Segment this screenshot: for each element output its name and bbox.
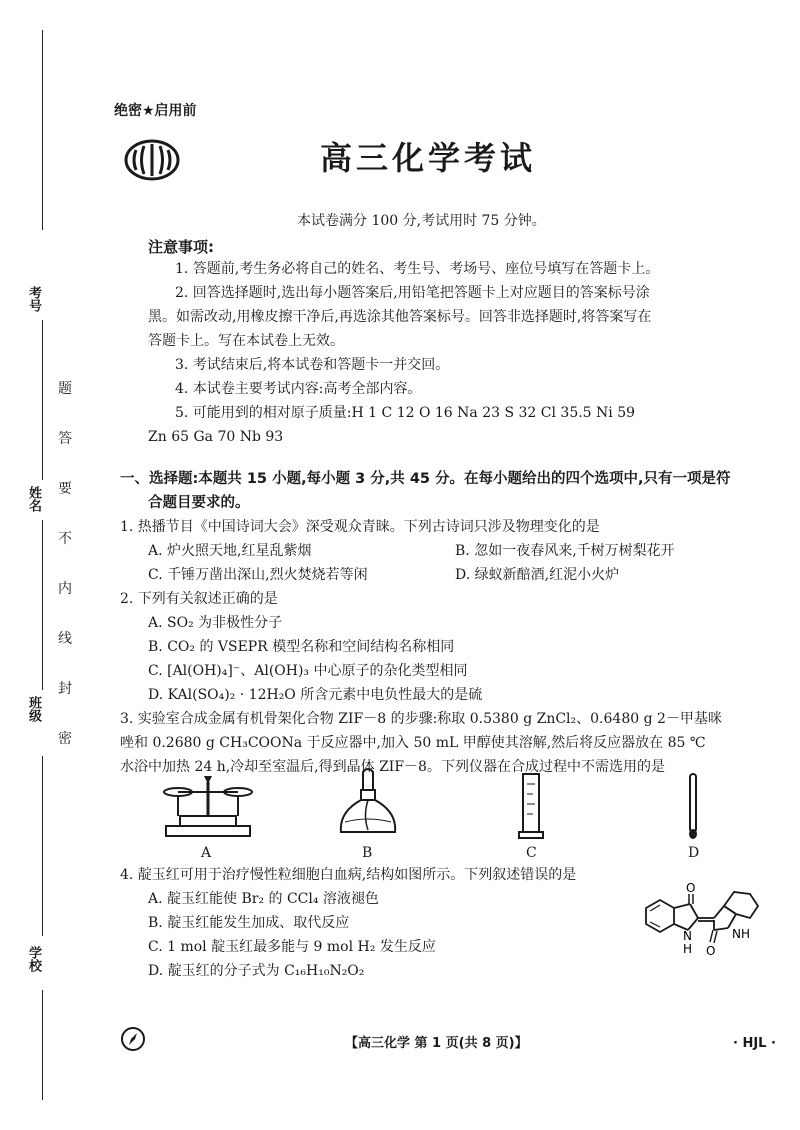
sidebar-fill-line-class[interactable] xyxy=(42,756,43,936)
exam-subtitle: 本试卷满分 100 分,考试用时 75 分钟。 xyxy=(297,213,546,229)
question-4-option-a[interactable]: A. 靛玉红能使 Br₂ 的 CCl₄ 溶液褪色 xyxy=(148,891,379,907)
thermometer-icon xyxy=(686,772,700,840)
seal-char: 答 xyxy=(58,431,72,447)
notice-line: 2. 回答选择题时,选出每小题答案后,用铅笔把答题卡上对应题目的答案标号涂 xyxy=(175,285,650,301)
seal-char: 内 xyxy=(58,581,72,597)
question-1-stem: 1. 热播节目《中国诗词大会》深受观众青睐。下列古诗词只涉及物理变化的是 xyxy=(120,519,600,535)
sidebar-field-name: 姓名 xyxy=(26,486,41,512)
notice-line: 3. 考试结束后,将本试卷和答题卡一并交回。 xyxy=(175,357,450,373)
atom-label: O xyxy=(706,944,716,958)
instrument-label-d: D xyxy=(688,845,700,861)
section-heading: 一、选择题:本题共 15 小题,每小题 3 分,共 45 分。在每小题给出的四个选项中,只有一项是符 xyxy=(120,471,731,487)
seal-char: 不 xyxy=(58,531,72,547)
alcohol-lamp-icon xyxy=(333,766,403,842)
sidebar-fill-line-name[interactable] xyxy=(42,520,43,690)
question-1-option-c[interactable]: C. 千锤万凿出深山,烈火焚烧若等闲 xyxy=(148,567,368,583)
question-3-line: 唑和 0.2680 g CH₃COONa 于反应器中,加入 50 mL 甲醇使其溶解,然后将反应器放在 85 ℃ xyxy=(120,735,706,751)
indirubin-structure-diagram xyxy=(638,882,773,962)
question-2-stem: 2. 下列有关叙述正确的是 xyxy=(120,591,278,607)
secret-mark: 绝密★启用前 xyxy=(114,103,197,119)
instrument-label-c: C xyxy=(526,845,537,861)
question-2-option-b[interactable]: B. CO₂ 的 VSEPR 模型名称和空间结构名称相同 xyxy=(148,639,455,655)
atom-label: N xyxy=(683,929,692,943)
corner-code: · HJL · xyxy=(733,1036,776,1051)
sidebar-field-school: 学校 xyxy=(26,946,41,972)
instrument-label-b: B xyxy=(362,845,373,861)
notice-line: 答题卡上。写在本试卷上无效。 xyxy=(148,333,344,349)
question-4-option-c[interactable]: C. 1 mol 靛玉红最多能与 9 mol H₂ 发生反应 xyxy=(148,939,436,955)
notice-heading: 注意事项: xyxy=(148,238,214,256)
section-heading-cont: 合题目要求的。 xyxy=(148,495,250,511)
seal-char: 密 xyxy=(58,731,72,747)
question-3-line: 3. 实验室合成金属有机骨架化合物 ZIF－8 的步骤:称取 0.5380 g ZnCl₂、0.6480 g 2－甲基咪 xyxy=(120,711,722,727)
question-4-option-b[interactable]: B. 靛玉红能发生加成、取代反应 xyxy=(148,915,350,931)
question-3-line: 水浴中加热 24 h,冷却至室温后,得到晶体 ZIF－8。下列仪器在合成过程中不需选用的是 xyxy=(120,759,665,775)
notice-line: 4. 本试卷主要考试内容:高考全部内容。 xyxy=(175,381,422,397)
sidebar-field-class: 班级 xyxy=(26,696,41,722)
page-footer: 【高三化学 第 1 页(共 8 页)】 xyxy=(345,1036,528,1051)
question-2-option-c[interactable]: C. [Al(OH)₄]⁻、Al(OH)₃ 中心原子的杂化类型相同 xyxy=(148,663,468,679)
seal-char: 要 xyxy=(58,481,72,497)
question-4-option-d[interactable]: D. 靛玉红的分子式为 C₁₆H₁₀N₂O₂ xyxy=(148,963,365,979)
publisher-logo xyxy=(122,138,182,182)
atom-label: H xyxy=(683,942,693,956)
question-2-option-a[interactable]: A. SO₂ 为非极性分子 xyxy=(148,615,283,631)
instrument-label-a: A xyxy=(201,845,212,861)
page-title: 高三化学考试 xyxy=(320,139,537,177)
sidebar-fill-line-exam-number[interactable] xyxy=(42,320,43,480)
compass-icon xyxy=(120,1026,146,1052)
sidebar-rule-bottom xyxy=(42,990,43,1100)
graduated-cylinder-icon xyxy=(517,772,547,840)
seal-char: 封 xyxy=(58,681,72,697)
atom-label: O xyxy=(686,881,696,895)
balance-scale-icon xyxy=(158,772,258,838)
question-2-option-d[interactable]: D. KAl(SO₄)₂ · 12H₂O 所含元素中电负性最大的是硫 xyxy=(148,687,483,703)
question-1-option-b[interactable]: B. 忽如一夜春风来,千树万树梨花开 xyxy=(455,543,675,559)
notice-line: 5. 可能用到的相对原子质量:H 1 C 12 O 16 Na 23 S 32 Cl 35.5 Ni 59 xyxy=(175,405,636,421)
seal-char: 题 xyxy=(58,381,72,397)
question-4-stem: 4. 靛玉红可用于治疗慢性粒细胞白血病,结构如图所示。下列叙述错误的是 xyxy=(120,867,577,883)
question-1-option-d[interactable]: D. 绿蚁新醅酒,红泥小火炉 xyxy=(455,567,620,583)
atom-label: NH xyxy=(732,927,750,941)
sidebar-rule-top xyxy=(42,30,43,230)
sidebar-field-exam-number: 考号 xyxy=(26,286,41,312)
question-1-option-a[interactable]: A. 炉火照天地,红星乱紫烟 xyxy=(148,543,312,559)
seal-char: 线 xyxy=(58,631,72,647)
notice-line: 1. 答题前,考生务必将自己的姓名、考生号、考场号、座位号填写在答题卡上。 xyxy=(175,261,660,277)
notice-line: Zn 65 Ga 70 Nb 93 xyxy=(148,429,284,445)
notice-line: 黑。如需改动,用橡皮擦干净后,再选涂其他答案标号。回答非选择题时,将答案写在 xyxy=(148,309,652,325)
